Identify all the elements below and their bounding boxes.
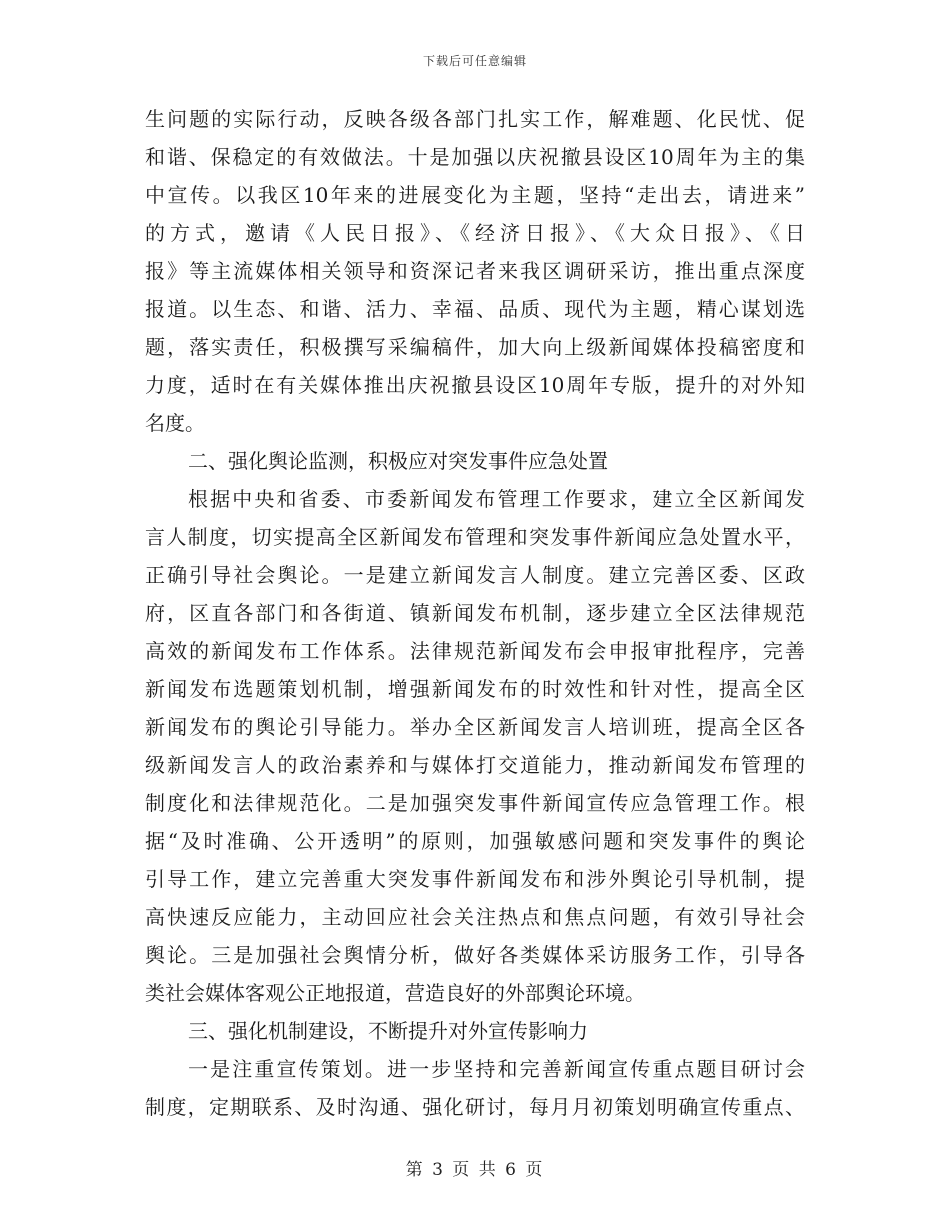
paragraph-line: 制度，定期联系、及时沟通、强化研讨，每月月初策划明确宣传重点、: [145, 1095, 805, 1119]
document-body: [145, 100, 805, 1126]
paragraph-line: 中宣传。以我区10年来的进展变化为主题，坚持“走出去，请进来”: [145, 183, 805, 207]
paragraph-line: 级新闻发言人的政治素养和与媒体打交道能力，推动新闻发布管理的: [145, 753, 805, 777]
section-heading: 三、强化机制建设，不断提升对外宣传影响力: [188, 1019, 588, 1043]
paragraph-line: 题，落实责任，积极撰写采编稿件，加大向上级新闻媒体投稿密度和: [145, 335, 805, 359]
section-heading: 二、强化舆论监测，积极应对突发事件应急处置: [188, 449, 608, 473]
page-number: 第 3 页 共 6 页: [405, 1160, 545, 1180]
paragraph-line: 报道。以生态、和谐、活力、幸福、品质、现代为主题，精心谋划选: [145, 297, 805, 321]
paragraph-line: 力度，适时在有关媒体推出庆祝撤县设区10周年专版，提升的对外知: [145, 373, 805, 397]
paragraph-line: 新闻发布选题策划机制，增强新闻发布的时效性和针对性，提高全区: [145, 677, 805, 701]
paragraph-line: 和谐、保稳定的有效做法。十是加强以庆祝撤县设区10周年为主的集: [145, 145, 805, 169]
paragraph-line: 高效的新闻发布工作体系。法律规范新闻发布会申报审批程序，完善: [145, 639, 805, 663]
paragraph-line: 舆论。三是加强社会舆情分析，做好各类媒体采访服务工作，引导各: [145, 943, 805, 967]
paragraph-line: 一是注重宣传策划。进一步坚持和完善新闻宣传重点题目研讨会: [188, 1057, 805, 1081]
paragraph-line: 引导工作，建立完善重大突发事件新闻发布和涉外舆论引导机制，提: [145, 867, 805, 891]
paragraph-line: 正确引导社会舆论。一是建立新闻发言人制度。建立完善区委、区政: [145, 563, 805, 587]
paragraph-line: 府，区直各部门和各街道、镇新闻发布机制，逐步建立全区法律规范: [145, 601, 805, 625]
paragraph-line: 高快速反应能力，主动回应社会关注热点和焦点问题，有效引导社会: [145, 905, 805, 929]
page-header-note: 下载后可任意编辑: [422, 54, 527, 68]
paragraph-line: 生问题的实际行动，反映各级各部门扎实工作，解难题、化民忧、促: [145, 107, 805, 131]
paragraph-line: 制度化和法律规范化。二是加强突发事件新闻宣传应急管理工作。根: [145, 791, 805, 815]
paragraph-line: 新闻发布的舆论引导能力。举办全区新闻发言人培训班，提高全区各: [145, 715, 805, 739]
paragraph-line: 据“及时准确、公开透明”的原则，加强敏感问题和突发事件的舆论: [145, 829, 805, 853]
paragraph-line: 类社会媒体客观公正地报道，营造良好的外部舆论环境。: [145, 981, 645, 1005]
paragraph-line: 名度。: [145, 411, 205, 435]
paragraph-line: 的方式，邀请《人民日报》、《经济日报》、《大众日报》、《日: [145, 221, 805, 245]
paragraph-line: 报》等主流媒体相关领导和资深记者来我区调研采访，推出重点深度: [145, 259, 805, 283]
paragraph-line: 言人制度，切实提高全区新闻发布管理和突发事件新闻应急处置水平，: [145, 525, 805, 549]
paragraph-line: 根据中央和省委、市委新闻发布管理工作要求，建立全区新闻发: [188, 487, 805, 511]
